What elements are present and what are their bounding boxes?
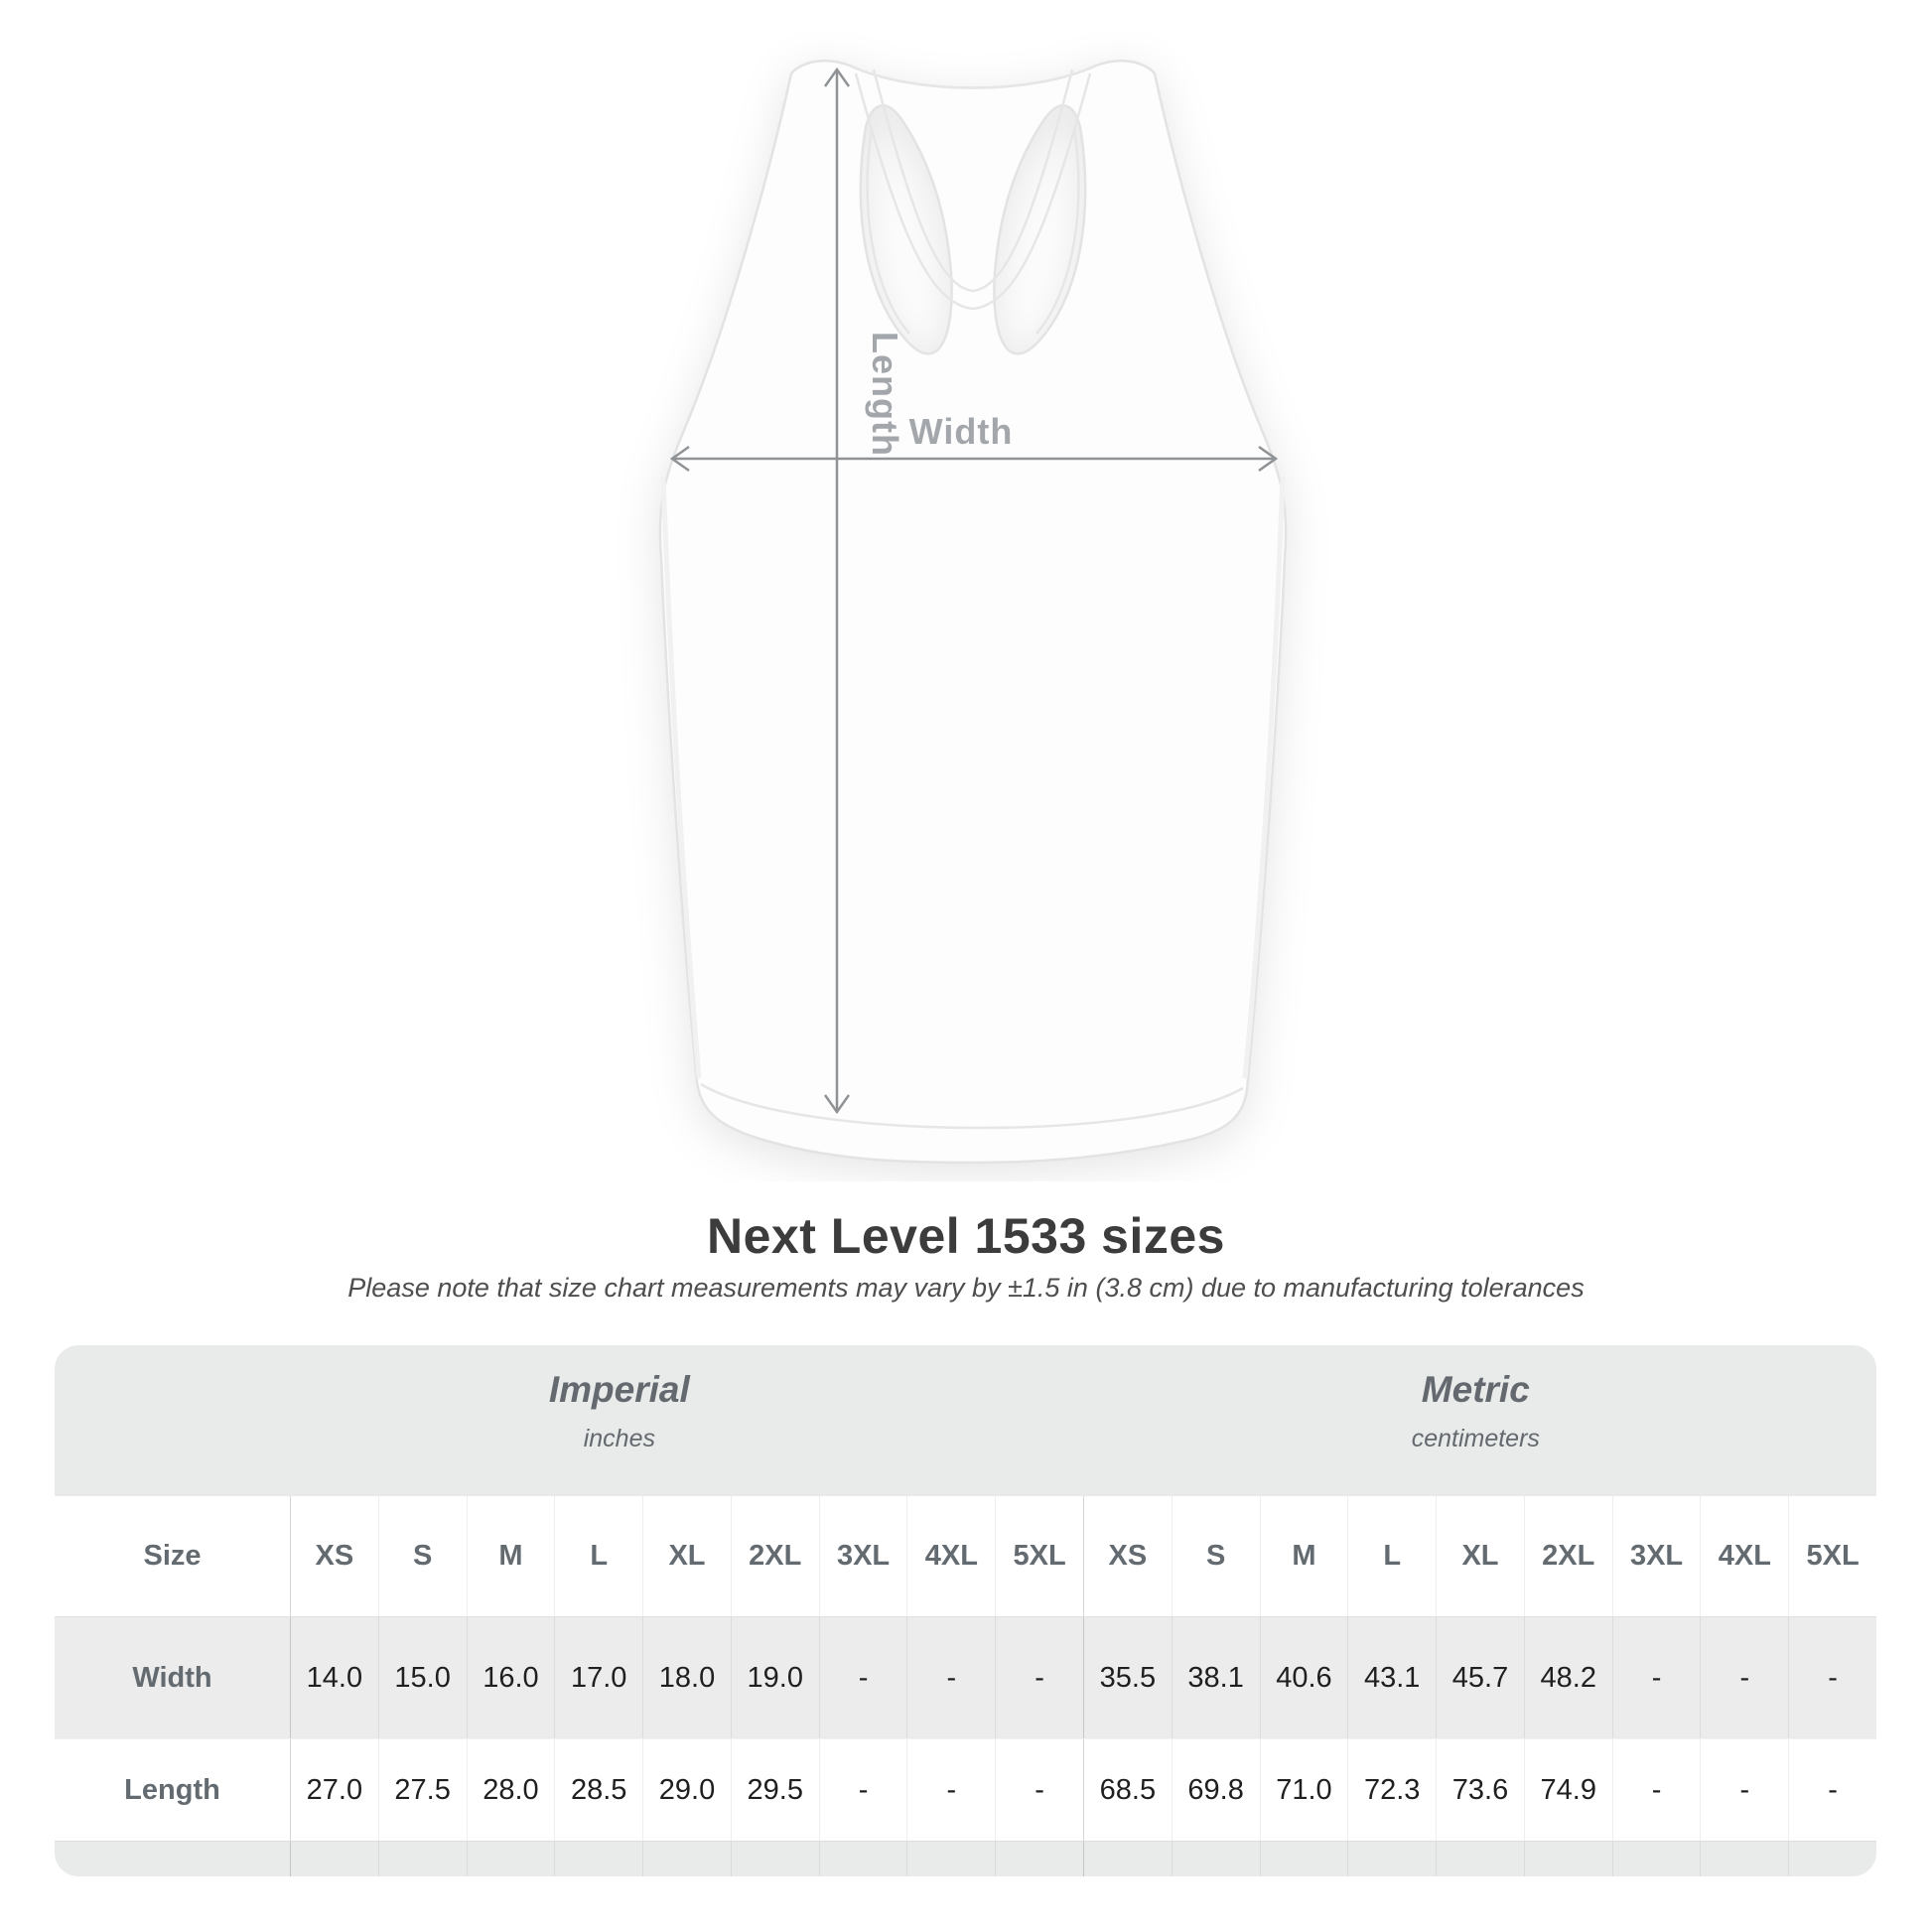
unit-header-band [55,1345,1876,1496]
size-header-row [55,1496,1876,1616]
table-footer-band [55,1841,1876,1876]
size-chart-table [55,1345,1876,1876]
tank-top-diagram [536,20,1410,1181]
tank-silhouette [660,61,1286,1163]
imperial-unit: inches [583,1425,655,1452]
size-header-imperial-4xl: 4XL [906,1496,995,1616]
width-cell-metric-m: 40.6 [1260,1617,1348,1738]
width-cell-imperial-3xl: - [819,1617,907,1738]
size-header-imperial-xl: XL [642,1496,731,1616]
racerback-tank-image [536,20,1410,1181]
size-header-metric-xs: XS [1083,1496,1172,1616]
length-cell-metric-m: 71.0 [1260,1739,1348,1841]
width-row [55,1616,1876,1738]
footer-cell-metric-xl [1436,1842,1524,1876]
length-cell-metric-s: 69.8 [1172,1739,1260,1841]
size-header-metric-xl: XL [1436,1496,1524,1616]
width-cell-metric-2xl: 48.2 [1524,1617,1612,1738]
length-cell-imperial-l: 28.5 [554,1739,642,1841]
width-cell-imperial-5xl: - [995,1617,1083,1738]
footer-cell-imperial-4xl [906,1842,995,1876]
length-cell-imperial-2xl: 29.5 [731,1739,819,1841]
length-cell-metric-2xl: 74.9 [1524,1739,1612,1841]
length-cell-metric-xs: 68.5 [1083,1739,1172,1841]
length-cell-imperial-5xl: - [995,1739,1083,1841]
length-row [55,1738,1876,1841]
size-header-imperial-5xl: 5XL [995,1496,1083,1616]
width-cell-metric-l: 43.1 [1347,1617,1436,1738]
footer-cell-imperial-5xl [995,1842,1083,1876]
size-header-imperial-s: S [378,1496,467,1616]
length-cell-imperial-4xl: - [906,1739,995,1841]
metric-header [1111,1369,1840,1453]
size-header-imperial-l: L [554,1496,642,1616]
length-cell-imperial-s: 27.5 [378,1739,467,1841]
footer-cell-imperial-m [467,1842,555,1876]
width-row-label: Width [132,1661,212,1694]
width-label: Width [908,411,1014,452]
length-label: Length [865,332,905,457]
width-cell-imperial-2xl: 19.0 [731,1617,819,1738]
size-header-imperial-3xl: 3XL [819,1496,907,1616]
metric-unit: centimeters [1411,1425,1540,1452]
length-cell-metric-xl: 73.6 [1436,1739,1524,1841]
width-cell-imperial-l: 17.0 [554,1617,642,1738]
footer-cell-imperial-2xl [731,1842,819,1876]
width-cell-metric-3xl: - [1612,1617,1701,1738]
width-cell-metric-s: 38.1 [1172,1617,1260,1738]
size-header-metric-5xl: 5XL [1788,1496,1876,1616]
length-row-label: Length [124,1773,220,1806]
width-cell-imperial-m: 16.0 [467,1617,555,1738]
size-header-imperial-xs: XS [290,1496,378,1616]
footer-cell-metric-4xl [1700,1842,1788,1876]
footer-cell-metric-m [1260,1842,1348,1876]
size-column-label: Size [143,1540,202,1572]
width-cell-imperial-4xl: - [906,1617,995,1738]
size-header-metric-4xl: 4XL [1700,1496,1788,1616]
length-cell-metric-5xl: - [1788,1739,1876,1841]
width-cell-metric-4xl: - [1700,1617,1788,1738]
metric-title: Metric [1421,1369,1530,1410]
tolerance-note: Please note that size chart measurements may vary by ±1.5 in (3.8 cm) due to manufacturing tolerances [347,1273,1585,1303]
width-cell-metric-xs: 35.5 [1083,1617,1172,1738]
footer-cell-imperial-l [554,1842,642,1876]
width-cell-metric-5xl: - [1788,1617,1876,1738]
length-cell-metric-4xl: - [1700,1739,1788,1841]
size-header-metric-m: M [1260,1496,1348,1616]
size-header-metric-2xl: 2XL [1524,1496,1612,1616]
footer-cell-metric-5xl [1788,1842,1876,1876]
size-header-metric-l: L [1347,1496,1436,1616]
width-cell-imperial-s: 15.0 [378,1617,467,1738]
length-cell-metric-l: 72.3 [1347,1739,1436,1841]
footer-cell-imperial-s [378,1842,467,1876]
length-cell-imperial-m: 28.0 [467,1739,555,1841]
imperial-header [273,1369,965,1453]
length-cell-metric-3xl: - [1612,1739,1701,1841]
width-cell-imperial-xl: 18.0 [642,1617,731,1738]
size-header-metric-s: S [1172,1496,1260,1616]
length-cell-imperial-3xl: - [819,1739,907,1841]
width-cell-metric-xl: 45.7 [1436,1617,1524,1738]
footer-cell-imperial-xs [290,1842,378,1876]
imperial-title: Imperial [548,1369,690,1410]
size-header-imperial-2xl: 2XL [731,1496,819,1616]
size-header-imperial-m: M [467,1496,555,1616]
size-header-metric-3xl: 3XL [1612,1496,1701,1616]
length-cell-imperial-xs: 27.0 [290,1739,378,1841]
width-cell-imperial-xs: 14.0 [290,1617,378,1738]
footer-cell-imperial-3xl [819,1842,907,1876]
footer-cell-metric-3xl [1612,1842,1701,1876]
footer-cell-metric-s [1172,1842,1260,1876]
length-cell-imperial-xl: 29.0 [642,1739,731,1841]
footer-cell-metric-2xl [1524,1842,1612,1876]
footer-cell-metric-l [1347,1842,1436,1876]
footer-cell-imperial-xl [642,1842,731,1876]
page-title: Next Level 1533 sizes [707,1208,1225,1264]
footer-cell-metric-xs [1083,1842,1172,1876]
